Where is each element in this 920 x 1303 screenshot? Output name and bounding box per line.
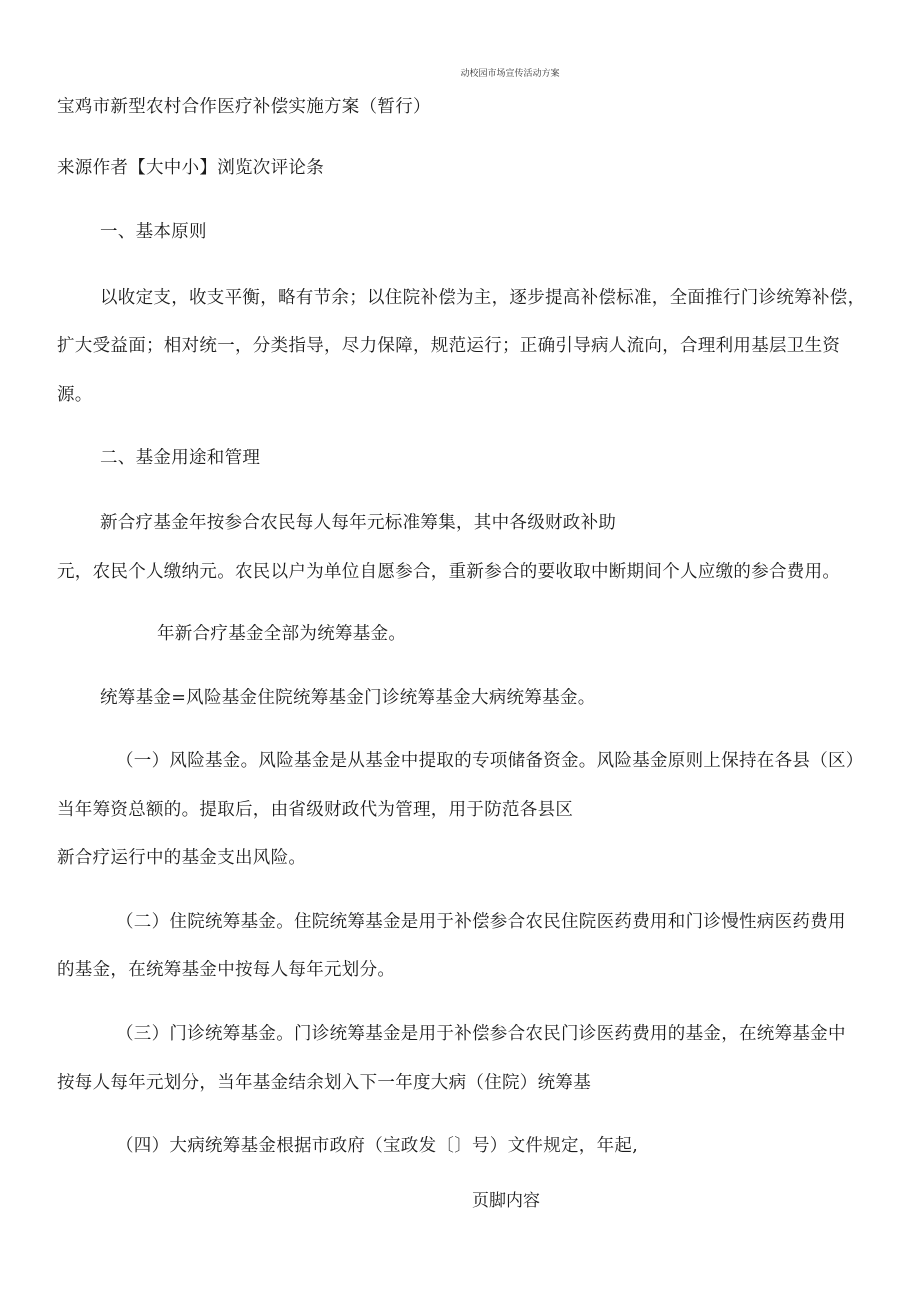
paragraph-line: 元，农民个人缴纳元。农民以户为单位自愿参合，重新参合的要收取中断期间个人应缴的参合费用。: [57, 562, 841, 582]
paragraph-line: 新合疗运行中的基金支出风险。: [57, 848, 307, 868]
paragraph-line: 统筹基金=风险基金住院统筹基金门诊统筹基金大病统筹基金。: [100, 688, 596, 708]
section-heading-1: 一、基本原则: [100, 222, 207, 242]
page-footer: 页脚内容: [472, 1191, 540, 1211]
paragraph-line: 以收定支，收支平衡，略有节余；以住院补偿为主，逐步提高补偿标准，全面推行门诊统筹补偿，: [100, 288, 866, 308]
paragraph-line: 年新合疗基金全部为统筹基金。: [157, 624, 407, 644]
paragraph-line: 的基金，在统筹基金中按每人每年元划分。: [57, 960, 396, 980]
paragraph-line: 当年筹资总额的。提取后，由省级财政代为管理，用于防范各县区: [57, 800, 574, 820]
paragraph-line: （一）风险基金。风险基金是从基金中提取的专项储备资金。风险基金原则上保持在各县（区）: [116, 751, 864, 771]
paragraph-line: （三）门诊统筹基金。门诊统筹基金是用于补偿参合农民门诊医药费用的基金，在统筹基金中: [116, 1024, 846, 1044]
paragraph-line: 按每人每年元划分，当年基金结余划入下一年度大病（住院）统筹基: [57, 1073, 591, 1093]
paragraph-line: 新合疗基金年按参合农民每人每年元标准筹集，其中各级财政补助: [100, 513, 617, 533]
source-line: 来源作者【大中小】浏览次评论条: [57, 158, 324, 178]
paragraph-line: 扩大受益面；相对统一，分类指导，尽力保障，规范运行；正确引导病人流向，合理利用基层卫生资: [57, 336, 841, 356]
paragraph-line: （四）大病统筹基金根据市政府（宝政发〔〕号）文件规定，年起,: [116, 1136, 639, 1156]
paragraph-line: （二）住院统筹基金。住院统筹基金是用于补偿参合农民住院医药费用和门诊慢性病医药费用: [116, 912, 846, 932]
page-header: 动校园市场宣传活动方案: [460, 69, 560, 79]
paragraph-line: 源。: [57, 385, 93, 405]
document-title: 宝鸡市新型农村合作医疗补偿实施方案（暂行）: [57, 97, 431, 117]
section-heading-2: 二、基金用途和管理: [100, 448, 261, 468]
